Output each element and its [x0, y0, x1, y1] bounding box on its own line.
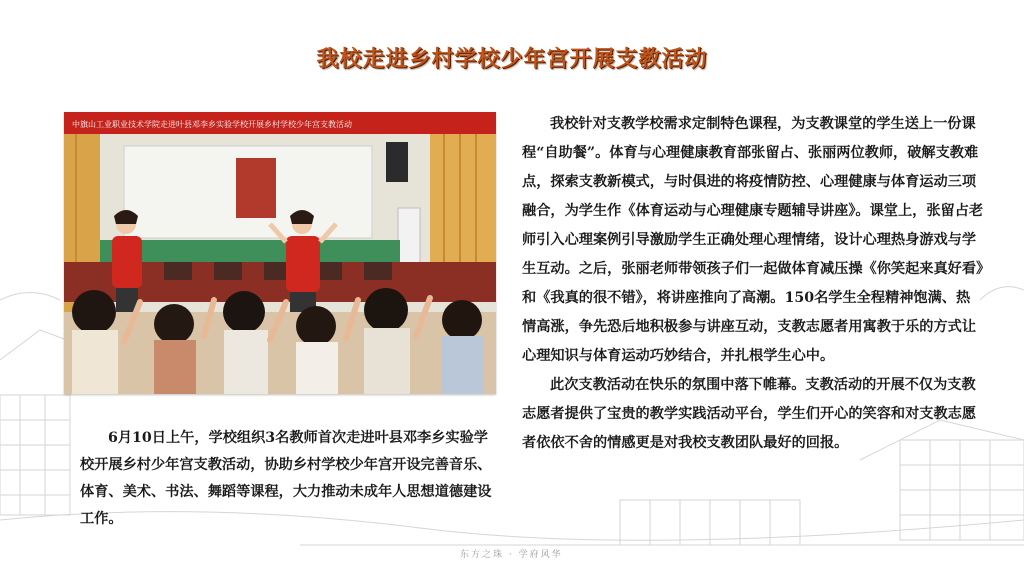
article-body — [522, 110, 984, 458]
page-title: 我校走进乡村学校少年宫开展支教活动 — [316, 47, 708, 72]
classroom-photo-illustration — [64, 112, 496, 394]
article-paragraph-1: 我校针对支教学校需求定制特色课程，为支教课堂的学生送上一份课程“自助餐”。体育与心理健康教育部张留占、张丽两位教师，破解支教难点，探索支教新模式，与时俱进的将疫情防控、心理健康与体育运动三项融合，为学生作《体育运动与心理健康专题辅导讲座》。课堂上，张留占老师引入心理案例引导激励学生正确处理心理情绪，设计心理热身游戏与学生互动。之后，张丽老师带领孩子们一起做体育减压操《你笑起来真好看》和《我真的很不错》，将讲座推向了高潮。150名学生全程精神饱满、热情高涨，争先恐后地积极参与讲座互动，支教志愿者用寓教于乐的方式让心理知识与体育运动巧妙结合，并扎根学生心中。 — [522, 116, 984, 364]
photo-caption: 6月10日上午，学校组织3名教师首次走进叶县邓李乡实验学校开展乡村少年宫支教活动，协助乡村学校少年宫开设完善音乐、体育、美术、书法、舞蹈等课程，大力推动未成年人思想道德建设工作。 — [80, 430, 492, 527]
calligraphy-signature: 东方之珠 · 学府风华 — [460, 550, 563, 560]
article-paragraph-2: 此次支教活动在快乐的氛围中落下帷幕。支教活动的开展不仅为支教志愿者提供了宝贵的教学实践活动平台，学生们开心的笑容和对支教志愿者依依不舍的情感更是对我校支教团队最好的回报。 — [522, 377, 977, 451]
event-photo — [64, 112, 496, 394]
banner-text: 中旗山工业职业技术学院走进叶县邓李乡实验学校开展乡村学校少年宫支教活动 — [72, 120, 352, 129]
